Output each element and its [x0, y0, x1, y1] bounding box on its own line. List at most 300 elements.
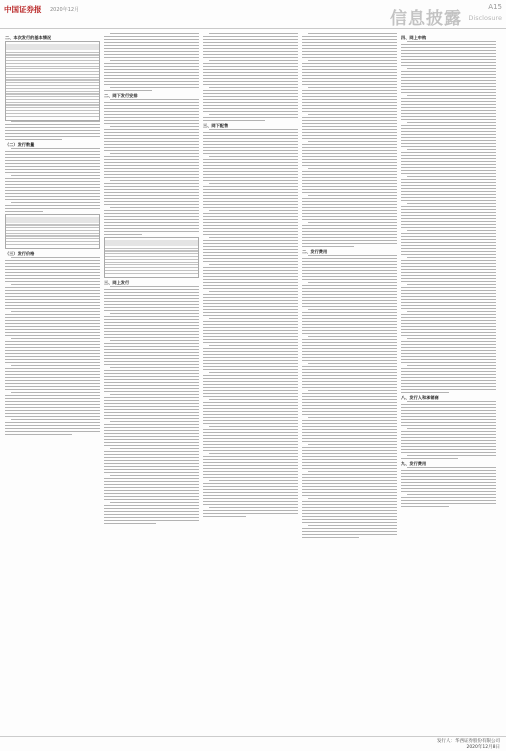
text-line: [5, 341, 100, 342]
table-row: [6, 224, 99, 225]
text-line: [5, 413, 100, 414]
text-line: [5, 386, 100, 387]
text-line: [203, 108, 298, 109]
text-line: [302, 522, 397, 523]
table-row: [6, 102, 99, 103]
text-line: [302, 327, 397, 328]
text-line: [407, 284, 496, 285]
text-line: [302, 99, 397, 100]
text-line: [401, 164, 496, 165]
text-line: [401, 86, 496, 87]
text-line: [401, 140, 496, 141]
article-column-1: [5, 33, 100, 733]
text-line: [104, 310, 199, 311]
text-line: [302, 177, 397, 178]
text-line: [401, 368, 496, 369]
text-line: [302, 243, 397, 244]
text-line: [302, 276, 397, 277]
text-line: [401, 392, 449, 393]
text-line: [203, 369, 298, 370]
text-line: [302, 150, 397, 151]
text-line: [104, 325, 199, 326]
text-line: [104, 349, 199, 350]
text-line: [104, 436, 199, 437]
text-line: [209, 33, 298, 34]
text-line: [203, 387, 298, 388]
text-line: [302, 474, 397, 475]
text-line: [5, 181, 100, 182]
text-line: [302, 306, 397, 307]
text-line: [407, 203, 496, 204]
table-row: [105, 264, 198, 265]
text-line: [203, 450, 298, 451]
text-line: [110, 207, 199, 208]
text-line: [104, 54, 199, 55]
table-row: [6, 60, 99, 61]
text-line: [209, 264, 298, 265]
text-line: [407, 68, 496, 69]
info-table: [5, 214, 100, 249]
text-line: [302, 432, 397, 433]
text-line: [5, 124, 100, 125]
text-line: [104, 210, 199, 211]
text-line: [302, 480, 397, 481]
text-line: [5, 272, 100, 273]
table-row: [6, 107, 99, 108]
text-line: [203, 390, 298, 391]
table-row: [6, 71, 99, 72]
text-line: [203, 420, 298, 421]
text-line: [401, 329, 496, 330]
text-line: [104, 469, 199, 470]
table-row: [6, 79, 99, 80]
text-line: [104, 376, 199, 377]
text-line: [5, 287, 100, 288]
text-line: [209, 453, 298, 454]
text-line: [401, 431, 496, 432]
text-line: [203, 132, 298, 133]
text-line: [203, 252, 298, 253]
text-line: [302, 387, 397, 388]
text-line: [302, 231, 397, 232]
text-line: [302, 264, 397, 265]
text-line: [308, 222, 397, 223]
text-line: [302, 348, 397, 349]
table-row: [105, 267, 198, 268]
text-line: [302, 321, 397, 322]
text-line: [203, 363, 298, 364]
text-line: [407, 455, 496, 456]
text-line: [5, 299, 100, 300]
text-line: [407, 257, 496, 258]
text-line: [5, 296, 100, 297]
text-line: [203, 93, 298, 94]
article-column-2: [104, 33, 199, 733]
page-header: [0, 0, 506, 29]
text-line: [5, 160, 100, 161]
text-line: [110, 421, 199, 422]
text-line: [302, 537, 359, 538]
text-line: [104, 147, 199, 148]
text-line: [104, 213, 199, 214]
table-header: [6, 44, 99, 50]
text-line: [302, 369, 397, 370]
text-line: [203, 324, 298, 325]
text-line: [302, 492, 397, 493]
text-line: [5, 172, 100, 173]
text-line: [308, 417, 397, 418]
text-line: [401, 293, 496, 294]
text-line: [401, 197, 496, 198]
text-line: [203, 180, 298, 181]
text-line: [203, 168, 298, 169]
text-line: [5, 377, 100, 378]
text-line: [401, 317, 496, 318]
text-line: [104, 493, 199, 494]
text-line: [203, 102, 298, 103]
text-line: [302, 342, 397, 343]
text-line: [110, 99, 199, 100]
text-line: [209, 183, 298, 184]
text-line: [401, 212, 496, 213]
text-line: [203, 234, 298, 235]
text-line: [203, 444, 298, 445]
text-line: [401, 269, 496, 270]
text-line: [203, 348, 298, 349]
text-line: [302, 519, 397, 520]
text-line: [203, 231, 298, 232]
text-line: [104, 295, 199, 296]
section-heading: （三）发行价格: [5, 251, 35, 256]
text-line: [407, 230, 496, 231]
text-line: [203, 321, 298, 322]
text-line: [5, 425, 100, 426]
text-line: [401, 425, 496, 426]
text-line: [5, 169, 100, 170]
text-line: [302, 486, 397, 487]
text-line: [5, 199, 100, 200]
table-row: [105, 250, 198, 251]
text-line: [11, 284, 100, 285]
text-line: [203, 192, 298, 193]
section-heading: 八、发行人和承销商: [401, 395, 439, 400]
text-line: [5, 275, 100, 276]
text-line: [302, 468, 397, 469]
text-line: [203, 147, 298, 148]
text-line: [302, 186, 397, 187]
text-line: [401, 185, 496, 186]
text-line: [302, 273, 397, 274]
text-line: [5, 211, 43, 212]
text-line: [401, 326, 496, 327]
text-line: [5, 127, 100, 128]
text-line: [104, 409, 199, 410]
text-line: [203, 201, 298, 202]
text-line: [203, 177, 298, 178]
text-line: [203, 447, 298, 448]
page-number: A15: [488, 3, 502, 11]
table-row: [6, 93, 99, 94]
text-line: [401, 233, 496, 234]
text-line: [401, 446, 496, 447]
text-line: [104, 141, 199, 142]
text-line: [401, 437, 496, 438]
text-line: [401, 422, 496, 423]
text-line: [302, 108, 397, 109]
text-line: [203, 72, 298, 73]
text-line: [203, 405, 298, 406]
text-line: [209, 345, 298, 346]
text-line: [110, 313, 199, 314]
text-line: [401, 314, 496, 315]
text-line: [401, 152, 496, 153]
text-line: [5, 356, 100, 357]
table-row: [6, 57, 99, 58]
text-line: [209, 372, 298, 373]
text-line: [401, 98, 496, 99]
body-text: [401, 41, 496, 393]
text-line: [104, 472, 199, 473]
table-row: [6, 54, 99, 55]
text-line: [407, 494, 496, 495]
text-line: [401, 221, 496, 222]
text-line: [203, 333, 298, 334]
table-row: [105, 273, 198, 274]
text-line: [401, 128, 496, 129]
text-line: [203, 477, 298, 478]
text-line: [308, 390, 397, 391]
text-line: [104, 81, 199, 82]
text-line: [401, 161, 496, 162]
text-line: [104, 445, 199, 446]
text-line: [5, 404, 100, 405]
text-line: [302, 207, 397, 208]
text-line: [104, 484, 199, 485]
text-line: [110, 394, 199, 395]
text-line: [302, 324, 397, 325]
text-line: [308, 33, 397, 34]
text-line: [302, 462, 397, 463]
text-line: [302, 294, 397, 295]
text-line: [308, 60, 397, 61]
text-line: [401, 104, 496, 105]
text-line: [203, 195, 298, 196]
text-line: [209, 426, 298, 427]
text-line: [209, 291, 298, 292]
text-line: [302, 78, 397, 79]
text-line: [407, 401, 496, 402]
text-line: [203, 486, 298, 487]
text-line: [203, 402, 298, 403]
text-line: [407, 467, 496, 468]
text-line: [5, 308, 100, 309]
text-line: [407, 365, 496, 366]
text-line: [302, 318, 397, 319]
text-line: [401, 350, 496, 351]
text-line: [302, 261, 397, 262]
text-line: [302, 102, 397, 103]
text-line: [104, 361, 199, 362]
text-line: [401, 143, 496, 144]
text-line: [203, 267, 298, 268]
text-line: [5, 205, 100, 206]
text-line: [203, 261, 298, 262]
text-line: [302, 228, 397, 229]
text-line: [11, 392, 100, 393]
text-line: [209, 129, 298, 130]
text-line: [203, 219, 298, 220]
text-line: [302, 534, 397, 535]
text-line: [203, 510, 298, 511]
body-text: [5, 148, 100, 212]
text-line: [203, 336, 298, 337]
text-line: [302, 126, 397, 127]
text-line: [104, 328, 199, 329]
table-row: [6, 68, 99, 69]
text-line: [5, 190, 100, 191]
text-line: [104, 418, 199, 419]
text-line: [302, 420, 397, 421]
text-line: [11, 419, 100, 420]
text-line: [5, 193, 100, 194]
text-line: [209, 156, 298, 157]
table-row: [105, 259, 198, 260]
text-line: [401, 158, 496, 159]
text-line: [104, 457, 199, 458]
body-text: [302, 33, 397, 247]
text-line: [104, 442, 199, 443]
table-row: [6, 116, 99, 117]
text-line: [104, 301, 199, 302]
section-heading: 二、网下发行安排: [104, 93, 138, 98]
table-row: [6, 88, 99, 89]
text-line: [302, 372, 397, 373]
text-line: [11, 365, 100, 366]
text-line: [401, 419, 496, 420]
text-line: [203, 45, 298, 46]
text-line: [104, 403, 199, 404]
text-line: [401, 320, 496, 321]
text-line: [5, 350, 100, 351]
text-line: [302, 135, 397, 136]
text-line: [302, 375, 397, 376]
text-line: [302, 258, 397, 259]
text-line: [104, 499, 199, 500]
text-line: [401, 434, 496, 435]
text-line: [302, 219, 397, 220]
text-line: [302, 45, 397, 46]
text-line: [5, 389, 100, 390]
text-line: [302, 159, 397, 160]
text-line: [203, 288, 298, 289]
text-line: [302, 183, 397, 184]
text-line: [203, 492, 298, 493]
text-line: [209, 87, 298, 88]
text-line: [401, 389, 496, 390]
text-line: [302, 414, 397, 415]
text-line: [203, 135, 298, 136]
table-header: [6, 217, 99, 223]
text-line: [203, 270, 298, 271]
text-line: [209, 237, 298, 238]
text-line: [401, 200, 496, 201]
body-text: [401, 467, 496, 507]
text-line: [308, 336, 397, 337]
text-line: [5, 187, 100, 188]
table-body: [6, 217, 99, 245]
text-line: [308, 114, 397, 115]
text-line: [308, 309, 397, 310]
text-line: [104, 84, 199, 85]
text-line: [302, 435, 397, 436]
text-line: [401, 53, 496, 54]
table-row: [105, 253, 198, 254]
text-line: [401, 488, 496, 489]
text-line: [302, 411, 397, 412]
text-line: [302, 447, 397, 448]
text-line: [302, 354, 397, 355]
text-line: [401, 443, 496, 444]
text-line: [104, 379, 199, 380]
text-line: [209, 480, 298, 481]
text-line: [302, 81, 397, 82]
text-line: [203, 84, 298, 85]
text-line: [401, 353, 496, 354]
table-row: [6, 227, 99, 228]
text-line: [302, 42, 397, 43]
text-line: [401, 275, 496, 276]
text-line: [104, 204, 199, 205]
text-line: [302, 339, 397, 340]
text-line: [203, 429, 298, 430]
text-line: [104, 514, 199, 515]
text-line: [110, 60, 199, 61]
text-line: [401, 47, 496, 48]
text-line: [209, 507, 298, 508]
text-line: [401, 209, 496, 210]
text-line: [401, 452, 496, 453]
text-line: [302, 111, 397, 112]
text-line: [302, 393, 397, 394]
text-line: [203, 498, 298, 499]
text-line: [104, 508, 199, 509]
text-line: [203, 471, 298, 472]
text-line: [401, 65, 496, 66]
text-line: [104, 352, 199, 353]
text-line: [401, 137, 496, 138]
text-line: [302, 351, 397, 352]
text-line: [401, 251, 496, 252]
text-line: [104, 129, 199, 130]
text-line: [209, 210, 298, 211]
text-line: [104, 322, 199, 323]
text-line: [308, 141, 397, 142]
text-line: [302, 483, 397, 484]
text-line: [401, 182, 496, 183]
text-line: [110, 502, 199, 503]
text-line: [302, 441, 397, 442]
text-line: [5, 326, 100, 327]
text-line: [302, 408, 397, 409]
text-line: [302, 123, 397, 124]
text-line: [203, 327, 298, 328]
text-line: [308, 498, 397, 499]
text-line: [407, 95, 496, 96]
text-line: [104, 177, 199, 178]
text-line: [308, 471, 397, 472]
text-line: [203, 441, 298, 442]
text-line: [302, 285, 397, 286]
